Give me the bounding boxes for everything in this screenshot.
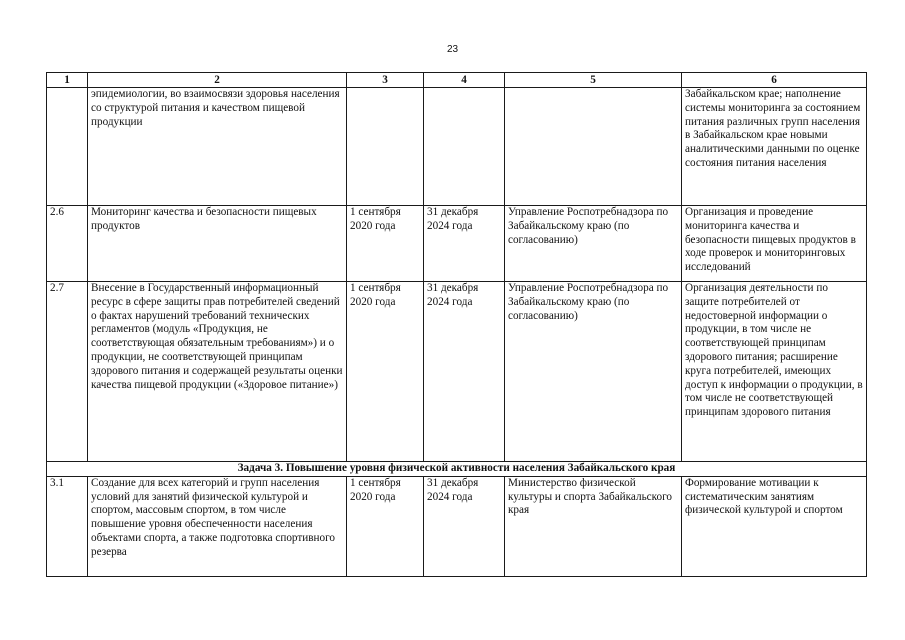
executor-cell: Министерство физической культуры и спорта Забайкальского края	[505, 476, 682, 576]
activity-cell: Создание для всех категорий и групп населения условий для занятий физической культурой и спортом, массовым спортом, в том числе повышение уровня обеспеченности населения объектами спорта, а также подготовка спортивного резерва	[88, 476, 347, 576]
start-date-cell: 1 сентября 2020 года	[347, 282, 424, 462]
activity-cell: эпидемиологии, во взаимосвязи здоровья населения со структурой питания и качеством пищевой продукции	[88, 88, 347, 206]
page-number: 23	[446, 44, 459, 55]
column-header: 1	[47, 73, 88, 88]
row-number: 2.6	[47, 206, 88, 282]
column-header: 2	[88, 73, 347, 88]
result-cell: Забайкальском крае; наполнение системы мониторинга за состоянием питания различных групп населения в Забайкальском крае новыми аналитическими данными по оценке состояния питания населения	[682, 88, 867, 206]
executor-cell	[505, 88, 682, 206]
result-cell: Организация деятельности по защите потребителей от недостоверной информации о продукции, в том числе не соответствующей принципам здорового питания; расширение круга потребителей, имеющих доступ к информации о продукции, в том числе не соответствующей принципам здорового питания	[682, 282, 867, 462]
row-number: 2.7	[47, 282, 88, 462]
task-heading-row	[47, 462, 867, 477]
activity-cell: Внесение в Государственный информационный ресурс в сфере защиты прав потребителей сведений о фактах нарушений требований технических регламентов (модуль «Продукция, не соответствующая обязательным требованиям») и о продукции, не соответствующей принципам здорового питания и содержащей результаты оценки качества пищевой продукции («Здоровое питание»)	[88, 282, 347, 462]
end-date-cell	[424, 88, 505, 206]
activity-cell: Мониторинг качества и безопасности пищевых продуктов	[88, 206, 347, 282]
row-number: 3.1	[47, 476, 88, 576]
start-date-cell: 1 сентября 2020 года	[347, 206, 424, 282]
start-date-cell: 1 сентября 2020 года	[347, 476, 424, 576]
start-date-cell	[347, 88, 424, 206]
task-title: Задача 3. Повышение уровня физической активности населения Забайкальского края	[47, 462, 867, 477]
table-row	[47, 88, 867, 206]
plan-table	[46, 72, 867, 577]
end-date-cell: 31 декабря 2024 года	[424, 282, 505, 462]
header-row	[47, 73, 867, 88]
result-cell: Формирование мотивации к систематическим занятиям физической культурой и спортом	[682, 476, 867, 576]
column-header: 3	[347, 73, 424, 88]
column-header: 5	[505, 73, 682, 88]
column-header: 4	[424, 73, 505, 88]
end-date-cell: 31 декабря 2024 года	[424, 476, 505, 576]
table-row	[47, 282, 867, 462]
row-number	[47, 88, 88, 206]
column-header: 6	[682, 73, 867, 88]
result-cell: Организация и проведение мониторинга качества и безопасности пищевых продуктов в ходе проверок и мониторинговых исследований	[682, 206, 867, 282]
end-date-cell: 31 декабря 2024 года	[424, 206, 505, 282]
executor-cell: Управление Роспотребнадзора по Забайкальскому краю (по согласованию)	[505, 282, 682, 462]
table-row	[47, 476, 867, 576]
table-row	[47, 206, 867, 282]
executor-cell: Управление Роспотребнадзора по Забайкальскому краю (по согласованию)	[505, 206, 682, 282]
